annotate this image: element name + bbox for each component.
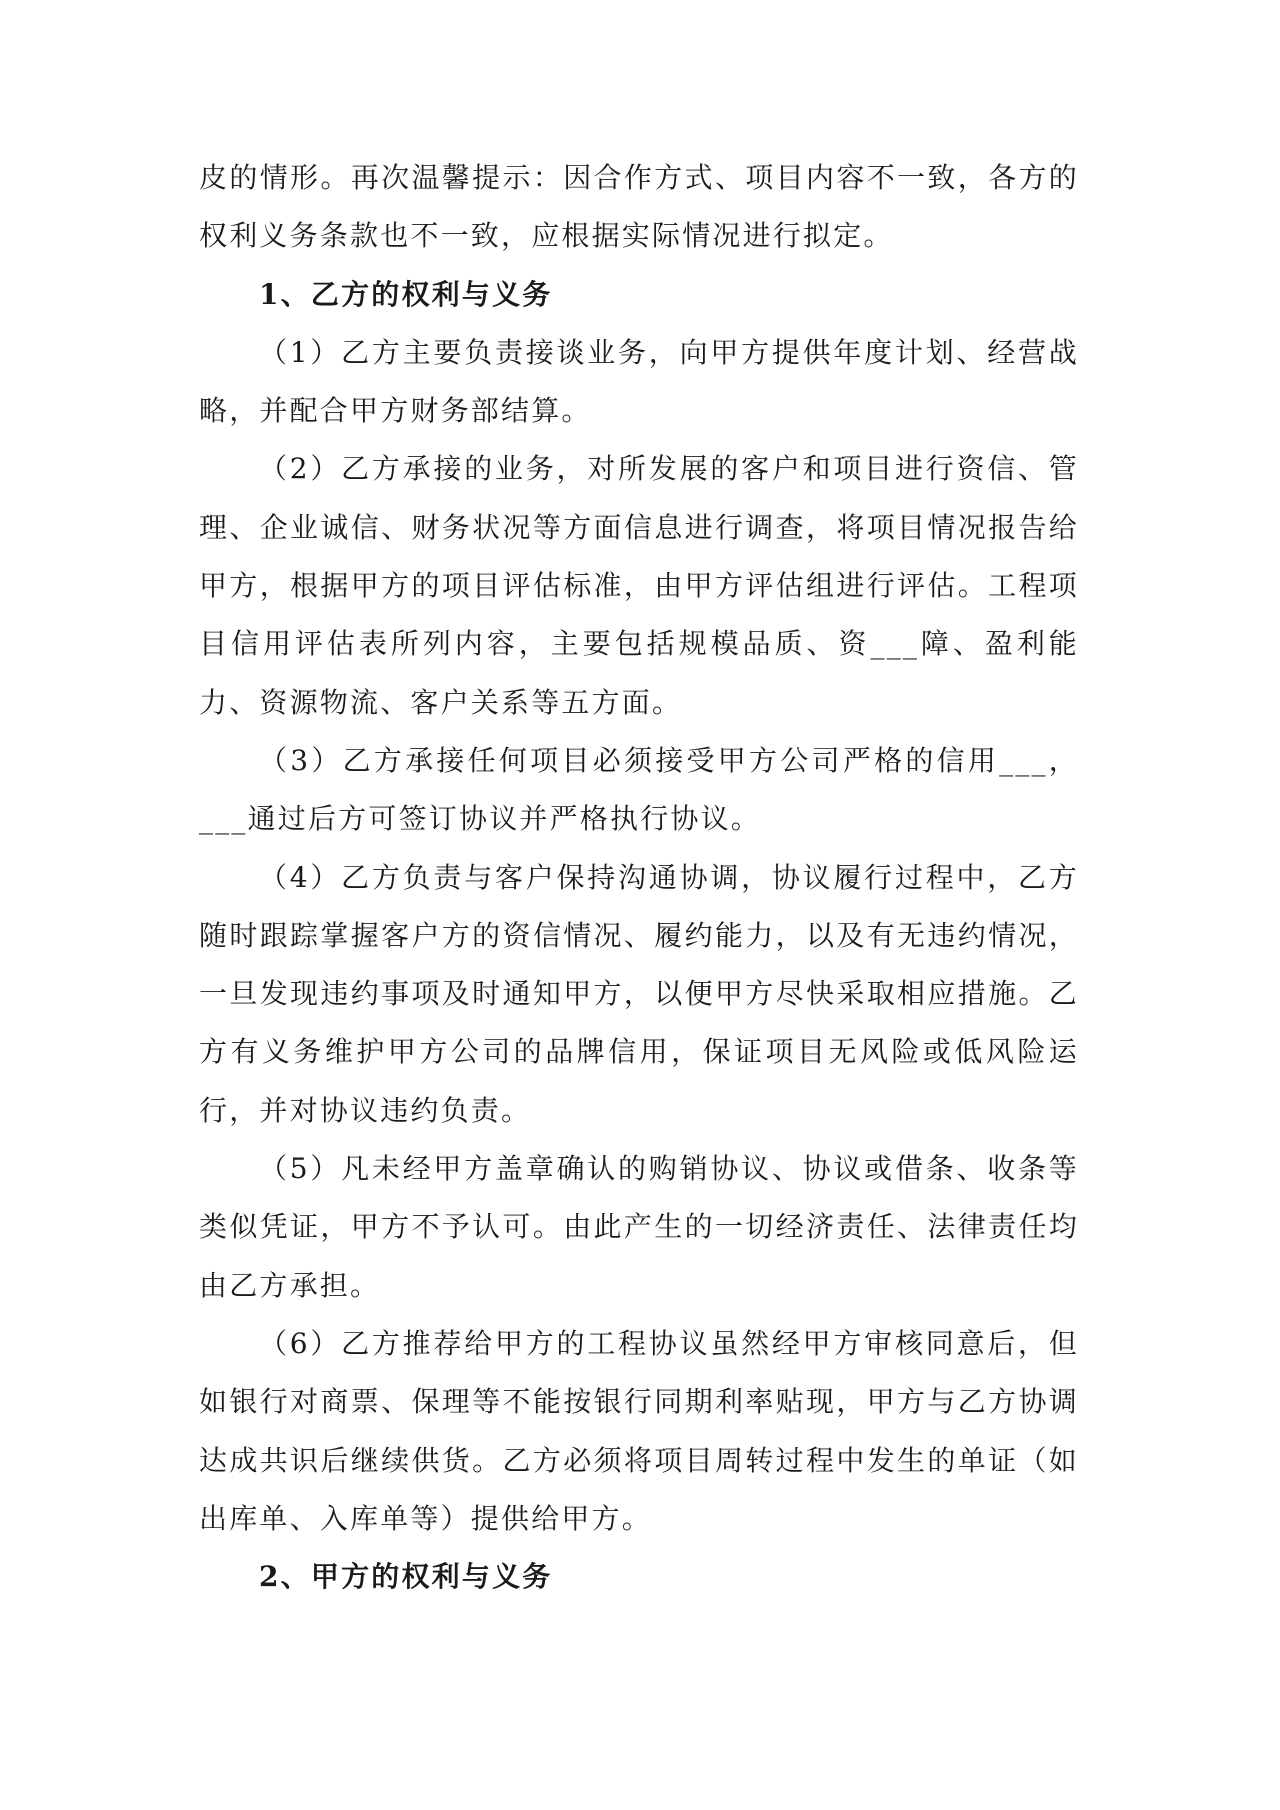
paragraph-item-3: （3）乙方承接任何项目必须接受甲方公司严格的信用___，___通过后方可签订协议并严格执行协议。 bbox=[199, 743, 1079, 836]
paragraph-item-5: （5）凡未经甲方盖章确认的购销协议、协议或借条、收条等类似凭证，甲方不予认可。由此产生的一切经济责任、法律责任均由乙方承担。 bbox=[199, 1152, 1079, 1302]
paragraph-item-1: （1）乙方主要负责接谈业务，向甲方提供年度计划、经营战略，并配合甲方财务部结算。 bbox=[199, 335, 1079, 428]
paragraph-item-4: （4）乙方负责与客户保持沟通协调，协议履行过程中，乙方随时跟踪掌握客户方的资信情况、履约能力，以及有无违约情况，一旦发现违约事项及时通知甲方，以便甲方尽快采取相应措施。乙方有义务维护甲方公司的品牌信用，保证项目无风险或低风险运行，并对协议违约负责。 bbox=[199, 860, 1079, 1127]
paragraph-continuation: 皮的情形。再次温馨提示：因合作方式、项目内容不一致，各方的权利义务条款也不一致，应根据实际情况进行拟定。 bbox=[199, 161, 1079, 253]
paragraph-item-6: （6）乙方推荐给甲方的工程协议虽然经甲方审核同意后，但如银行对商票、保理等不能按银行同期利率贴现，甲方与乙方协调达成共识后继续供货。乙方必须将项目周转过程中发生的单证（如出库单、入库单等）提供给甲方。 bbox=[199, 1326, 1079, 1535]
paragraph-item-2: （2）乙方承接的业务，对所发展的客户和项目进行资信、管理、企业诚信、财务状况等方面信息进行调查，将项目情况报告给甲方，根据甲方的项目评估标准，由甲方评估组进行评估。工程项目信用评估表所列内容，主要包括规模品质、资___障、盈利能力、资源物流、客户关系等五方面。 bbox=[199, 452, 1079, 719]
section-heading-2: 2、甲方的权利与义务 bbox=[259, 1560, 553, 1594]
document-body bbox=[199, 149, 1079, 1606]
section-heading-1: 1、乙方的权利与义务 bbox=[259, 277, 553, 311]
